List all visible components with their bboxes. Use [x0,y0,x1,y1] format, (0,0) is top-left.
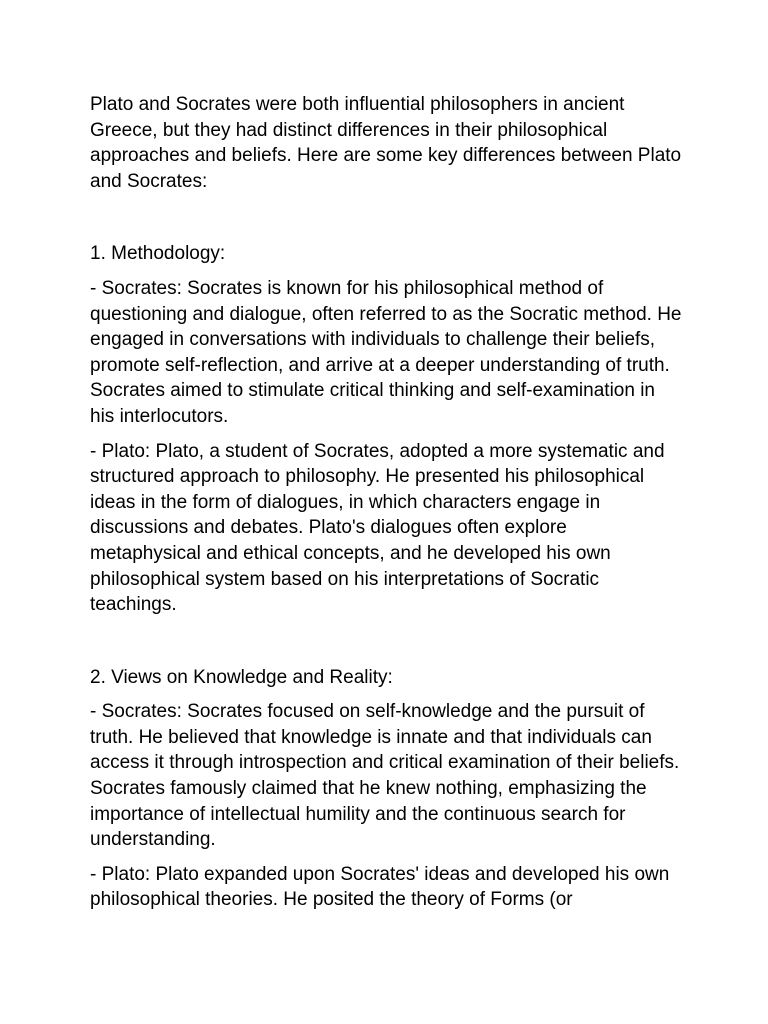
section-knowledge-reality [90,665,682,913]
section-heading: 1. Methodology: [90,243,226,265]
plato-knowledge-paragraph: - Plato: Plato expanded upon Socrates' ideas and developed his own philosophical theories. He posited the theory of Forms (or [90,863,670,911]
socrates-knowledge-paragraph: - Socrates: Socrates focused on self-knowledge and the pursuit of truth. He believed that knowledge is innate and that individuals can access it through introspection and critical examination of their beliefs. Socrates famously claimed that he knew nothing, emphasizing the importance of intellectual humility and the continuous search for understanding. [90,701,680,851]
socrates-methodology-paragraph: - Socrates: Socrates is known for his philosophical method of questioning and dialogue, often referred to as the Socratic method. He engaged in conversations with individuals to challenge their beliefs, promote self-reflection, and arrive at a deeper understanding of truth. Socrates aimed to stimulate critical thinking and self-examination in his interlocutors. [90,277,682,427]
section-methodology [90,241,682,617]
intro-paragraph: Plato and Socrates were both influential philosophers in ancient Greece, but they had distinct differences in their philosophical approaches and beliefs. Here are some key differences between Plato and Socrates: [90,94,682,192]
plato-methodology-paragraph: - Plato: Plato, a student of Socrates, adopted a more systematic and structured approach to philosophy. He presented his philosophical ideas in the form of dialogues, in which characters engage in discussions and debates. Plato's dialogues often explore metaphysical and ethical concepts, and he developed his own philosophical system based on his interpretations of Socratic teachings. [90,440,665,616]
section-heading: 2. Views on Knowledge and Reality: [90,666,393,688]
